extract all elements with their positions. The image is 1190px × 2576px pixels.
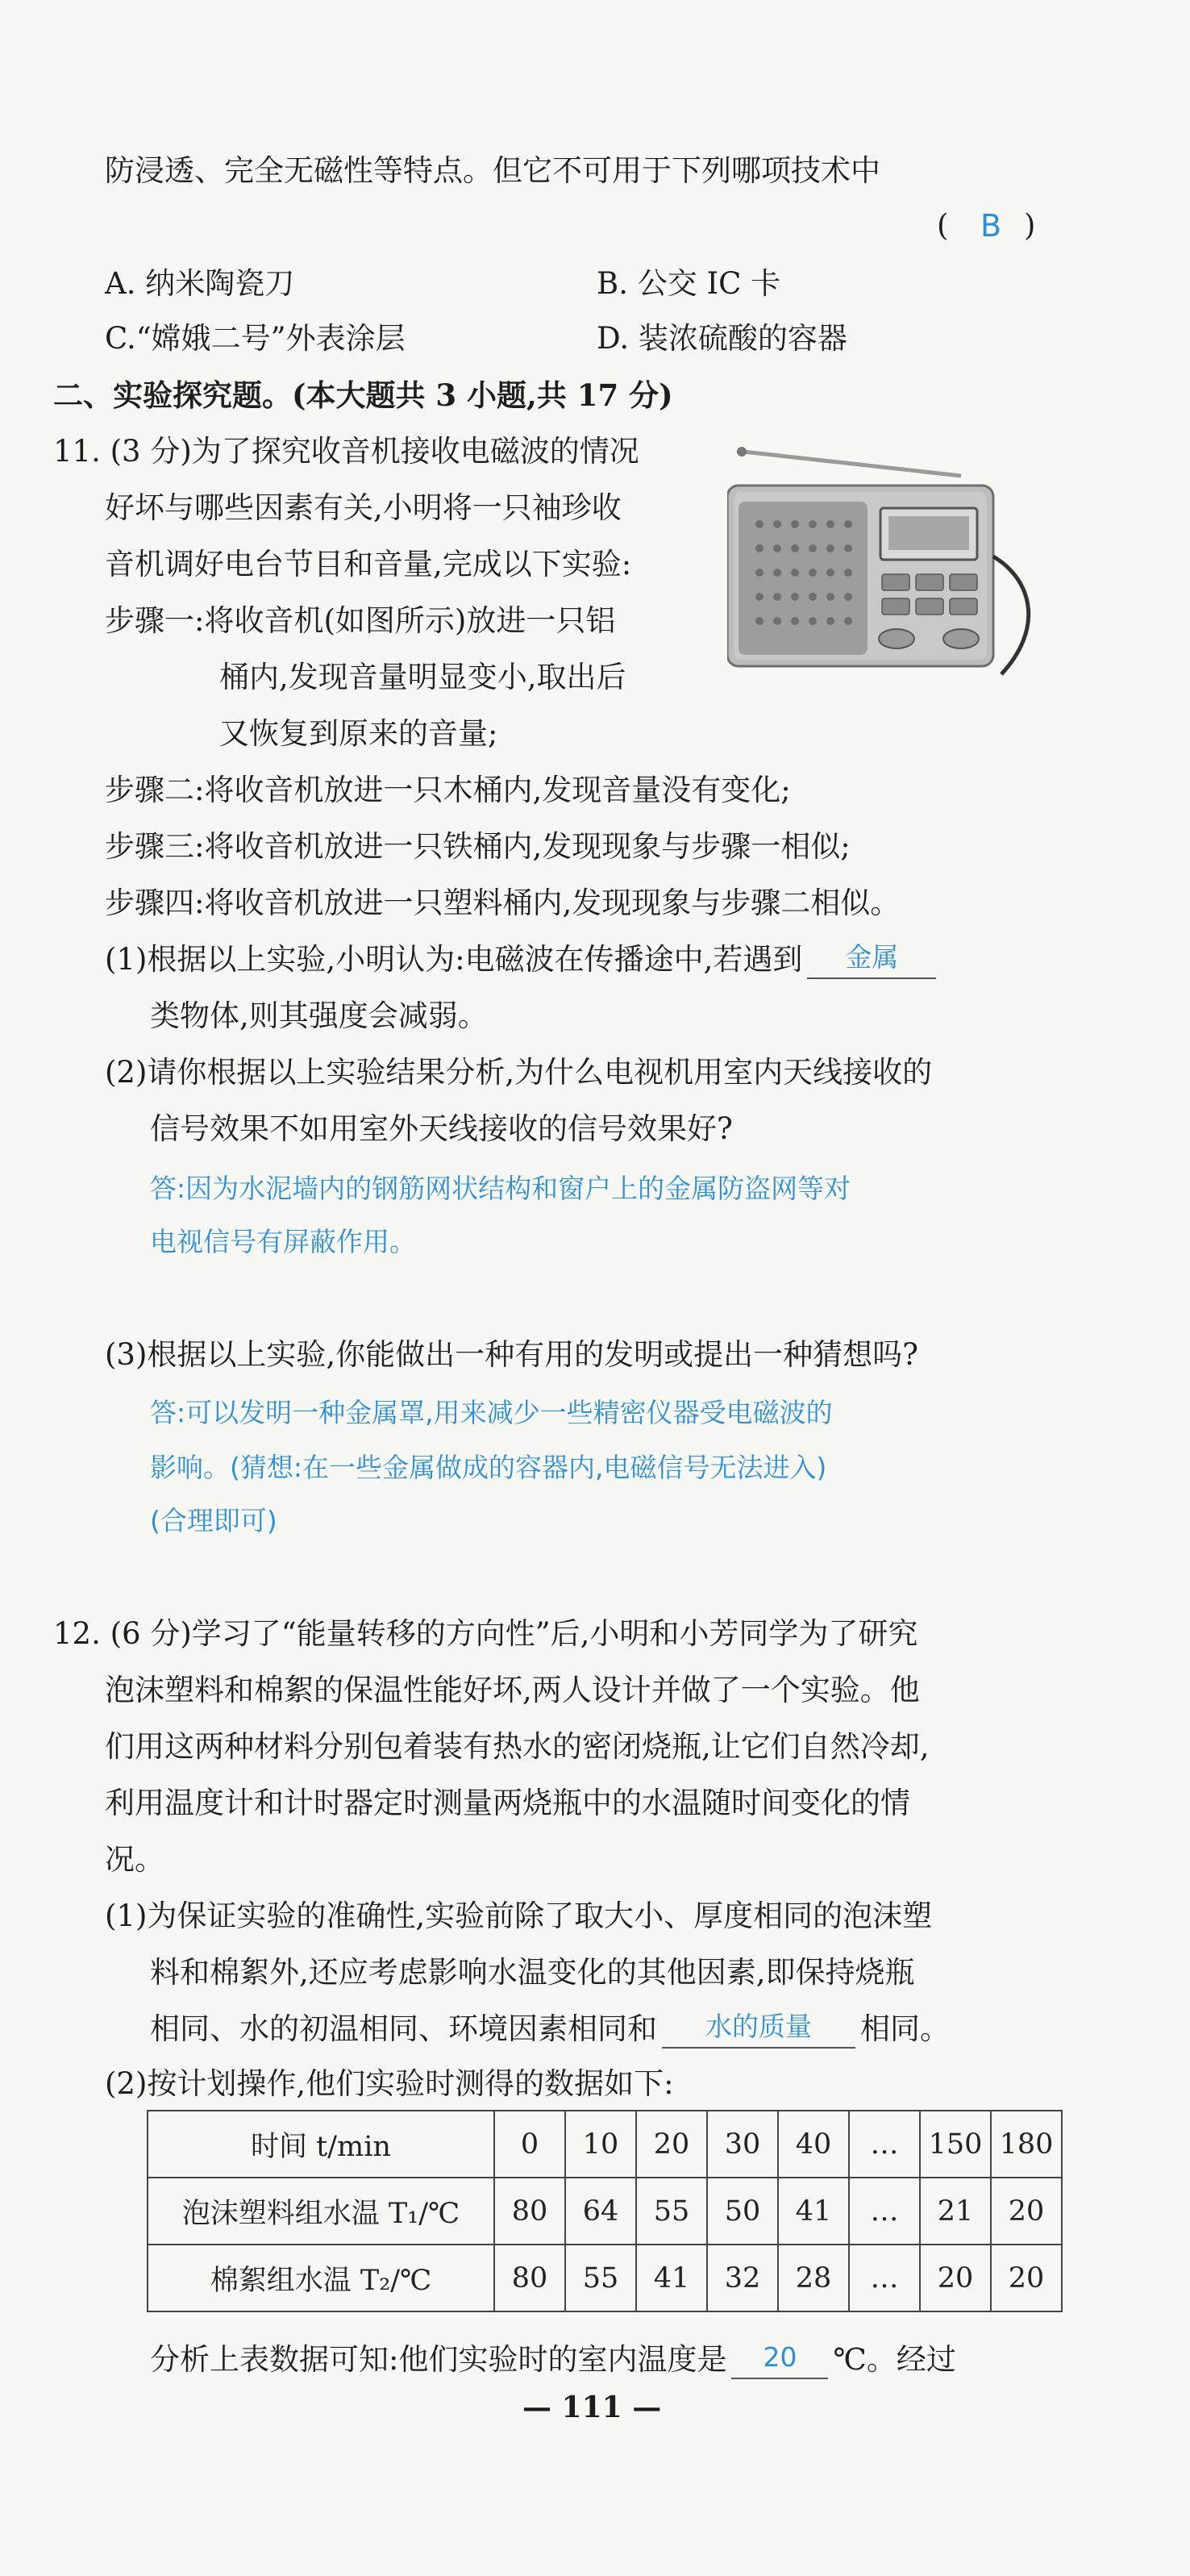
q11-part1-line1 xyxy=(105,942,936,979)
q12-part1-blank xyxy=(662,2011,855,2049)
table-cell: 41 xyxy=(778,2178,849,2245)
table-cell: 41 xyxy=(636,2245,707,2311)
table-row xyxy=(148,2178,1062,2245)
table-cell: 64 xyxy=(565,2178,636,2245)
section-heading: 二、实验探究题。(本大题共 3 小题,共 17 分) xyxy=(53,377,673,413)
q12-part2-line: (2)按计划操作,他们实验时测得的数据如下: xyxy=(105,2066,674,2101)
q11-part2-answer-line1: 答:因为水泥墙内的钢筋网状结构和窗户上的金属防盗网等对 xyxy=(150,1173,851,1204)
q12-analysis-line xyxy=(150,2342,956,2379)
table-cell: 32 xyxy=(707,2245,778,2311)
table-cell: 50 xyxy=(707,2178,778,2245)
q12-intro-line: 们用这两种材料分别包着装有热水的密闭烧瓶,让它们自然冷却, xyxy=(105,1729,930,1764)
q11-part3-answer-line3: (合理即可) xyxy=(150,1505,277,1536)
table-row xyxy=(148,2111,1062,2178)
q11-step1-line: 又恢复到原来的音量; xyxy=(219,716,498,751)
q10-paren-close: ) xyxy=(1024,208,1036,243)
q11-step3: 步骤三:将收音机放进一只铁桶内,发现现象与步骤一相似; xyxy=(105,829,851,864)
q11-part2-line1: (2)请你根据以上实验结果分析,为什么电视机用室内天线接收的 xyxy=(105,1055,933,1090)
q12-intro-line: 泡沫塑料和棉絮的保温性能好坏,两人设计并做了一个实验。他 xyxy=(105,1673,920,1707)
q10-option-a: A. 纳米陶瓷刀 xyxy=(105,266,295,301)
table-row-label: 泡沫塑料组水温 T₁/℃ xyxy=(148,2178,494,2245)
q12-analysis-pre: 分析上表数据可知:他们实验时的室内温度是 xyxy=(150,2342,727,2377)
q12-part1-line1: (1)为保证实验的准确性,实验前除了取大小、厚度相同的泡沫塑 xyxy=(105,1899,933,1933)
q11-part1-answer: 金属 xyxy=(845,941,899,973)
table-cell: 21 xyxy=(920,2178,991,2245)
q11-part3-answer-line1: 答:可以发明一种金属罩,用来减少一些精密仪器受电磁波的 xyxy=(150,1397,833,1428)
table-cell: 0 xyxy=(494,2111,565,2178)
table-cell: 30 xyxy=(707,2111,778,2178)
table-cell: 20 xyxy=(636,2111,707,2178)
q11-part1-blank xyxy=(807,942,936,979)
table-cell: 20 xyxy=(920,2245,991,2311)
table-row-label: 棉絮组水温 T₂/℃ xyxy=(148,2245,494,2311)
q12-intro-line: 12. (6 分)学习了“能量转移的方向性”后,小明和小芳同学为了研究 xyxy=(53,1616,918,1651)
q12-part1-text-post: 相同。 xyxy=(860,2011,950,2046)
q11-step2: 步骤二:将收音机放进一只木桶内,发现音量没有变化; xyxy=(105,773,791,807)
q10-option-b: B. 公交 IC 卡 xyxy=(597,266,781,301)
table-cell: 20 xyxy=(991,2245,1062,2311)
q11-part2-line2: 信号效果不如用室外天线接收的信号效果好? xyxy=(150,1111,733,1146)
q11-intro-line: 音机调好电台节目和音量,完成以下实验: xyxy=(105,547,632,581)
q12-part1-line2: 料和棉絮外,还应考虑影响水温变化的其他因素,即保持烧瓶 xyxy=(150,1955,915,1990)
q12-part1-line3 xyxy=(150,2011,950,2049)
q10-paren-open: ( xyxy=(937,208,949,243)
q11-intro-line: 好坏与哪些因素有关,小明将一只袖珍收 xyxy=(105,490,622,525)
table-cell: … xyxy=(849,2111,920,2178)
table-cell: … xyxy=(849,2178,920,2245)
table-row-label: 时间 t/min xyxy=(148,2111,494,2178)
q11-intro-line: 11. (3 分)为了探究收音机接收电磁波的情况 xyxy=(53,434,639,469)
table-cell: 150 xyxy=(920,2111,991,2178)
q12-intro-line: 况。 xyxy=(105,1842,164,1877)
table-cell: 55 xyxy=(636,2178,707,2245)
table-cell: 40 xyxy=(778,2111,849,2178)
q11-part3-line1: (3)根据以上实验,你能做出一种有用的发明或提出一种猜想吗? xyxy=(105,1337,919,1372)
q11-part3-answer-line2: 影响。(猜想:在一些金属做成的容器内,电磁信号无法进入) xyxy=(150,1452,827,1483)
q12-intro-line: 利用温度计和计时器定时测量两烧瓶中的水温随时间变化的情 xyxy=(105,1786,910,1820)
q11-part2-answer-line2: 电视信号有屏蔽作用。 xyxy=(150,1226,416,1257)
table-cell: 80 xyxy=(494,2178,565,2245)
table-cell: 28 xyxy=(778,2245,849,2311)
q10-answer: B xyxy=(980,208,1002,244)
q11-step1-line: 步骤一:将收音机(如图所示)放进一只铝 xyxy=(105,603,616,638)
table-cell: 10 xyxy=(565,2111,636,2178)
table-cell: … xyxy=(849,2245,920,2311)
q11-step4: 步骤四:将收音机放进一只塑料桶内,发现现象与步骤二相似。 xyxy=(105,886,901,920)
q12-part1-text-pre: 相同、水的初温相同、环境因素相同和 xyxy=(150,2011,657,2046)
table-cell: 55 xyxy=(565,2245,636,2311)
q11-part1-text: (1)根据以上实验,小明认为:电磁波在传播途中,若遇到 xyxy=(105,942,803,977)
table-cell: 180 xyxy=(991,2111,1062,2178)
table-cell: 20 xyxy=(991,2178,1062,2245)
q11-step1-line: 桶内,发现音量明显变小,取出后 xyxy=(219,660,626,694)
q12-part1-answer: 水的质量 xyxy=(705,2011,812,2042)
q12-analysis-blank xyxy=(731,2342,828,2379)
page-number: — 111 — xyxy=(522,2391,662,2424)
q12-analysis-answer: 20 xyxy=(763,2341,797,2373)
q10-option-d: D. 装浓硫酸的容器 xyxy=(597,321,847,356)
q12-analysis-post: ℃。经过 xyxy=(833,2342,956,2377)
temperature-table xyxy=(147,2110,1063,2312)
q11-part1-line2: 类物体,则其强度会减弱。 xyxy=(150,998,488,1033)
q10-line: 防浸透、完全无磁性等特点。但它不可用于下列哪项技术中 xyxy=(105,153,880,188)
table-row xyxy=(148,2245,1062,2311)
q10-option-c: C.“嫦娥二号”外表涂层 xyxy=(105,321,406,356)
table-cell: 80 xyxy=(494,2245,565,2311)
radio-illustration xyxy=(727,436,1046,682)
